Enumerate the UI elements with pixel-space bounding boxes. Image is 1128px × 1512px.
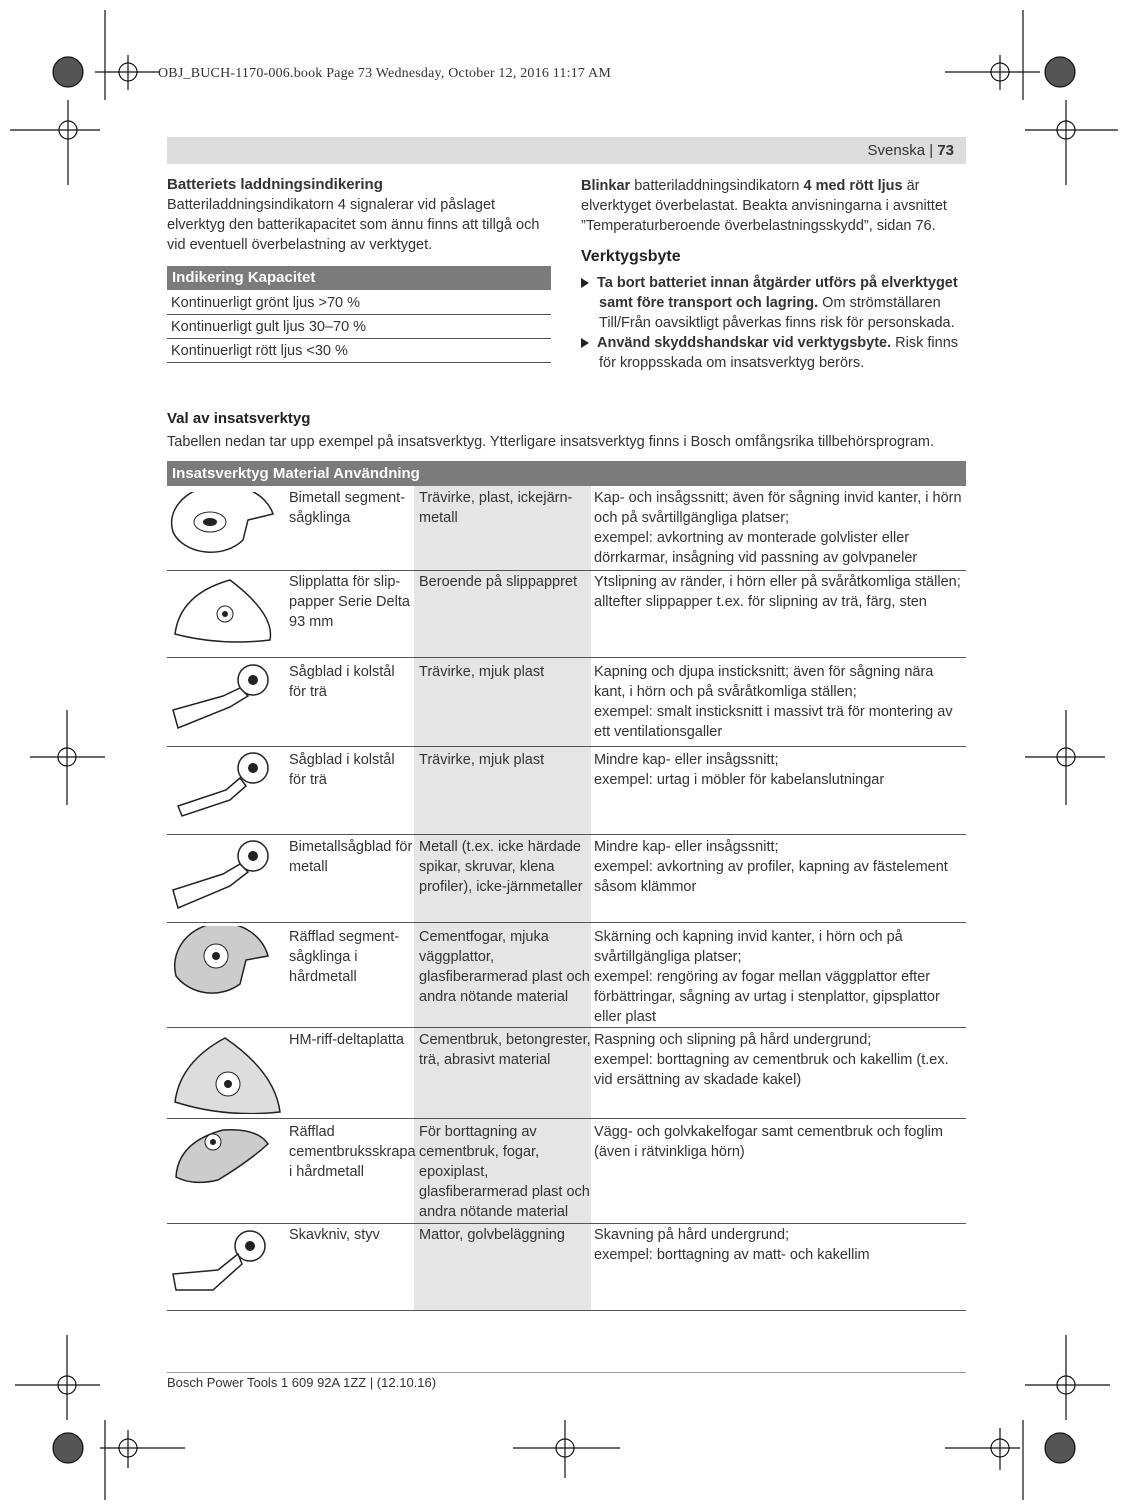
tool-use: Kapning och djupa insticksnitt; även för sågning nära kant, i hörn och på svåråtkomliga ställen; exempel: smalt insticksnitt i massivt trä för montering av ett ventilationsgaller xyxy=(594,664,953,740)
tool-name: Räfflad cementbruksskrapa i hårdmetall xyxy=(289,1124,416,1180)
bullet-arrow-icon xyxy=(581,338,589,348)
wide-plunge-blade-icon xyxy=(168,662,278,734)
tool-name: HM-riff-deltaplatta xyxy=(289,1032,404,1048)
tool-use: Skärning och kapning invid kanter, i hörn och på svårtillgängliga platser; exempel: rengöring av fogar mellan väggplattor efter förbättringar, sågning av urtag i stenplattor, gipsplattor eller plast xyxy=(594,929,940,1025)
selection-intro: Tabellen nedan tar upp exempel på insatsverktyg. Ytterligare insatsverktyg finns i Bosch omfångsrika tillbehörsprogram. xyxy=(167,434,935,450)
tool-name: Bimetallsågblad för metall xyxy=(289,839,413,875)
battery-section xyxy=(167,175,552,255)
tool-use: Raspning och slipning på hård undergrund; exempel: borttagning av cementbruk och kakellim (t.ex. vid ersättning av skadade kakel) xyxy=(594,1032,949,1088)
bullet-text: Om strömställaren Till/Från oavsiktligt påverkas finns risk för personskada. xyxy=(599,295,955,331)
bullet-bold: Ta bort batteriet innan åtgärder utförs på elverktyget samt före transport och lagring. xyxy=(597,275,958,311)
running-header-text: Svenska | 73 xyxy=(867,142,954,159)
tool-name: Bimetall segment-sågklinga xyxy=(289,490,406,526)
row-divider xyxy=(167,1027,966,1028)
tool-material: Trävirke, plast, ickejärn-metall xyxy=(419,490,573,526)
indication-row: Kontinuerligt rött ljus <30 % xyxy=(167,339,551,363)
carbide-segment-blade-icon xyxy=(168,926,278,1016)
bullet-item xyxy=(581,273,971,333)
bullet-arrow-icon xyxy=(581,278,589,288)
battery-title: Batteriets laddningsindikering xyxy=(167,176,383,193)
tool-material: För borttagning av cementbruk, fogar, epoxiplast, glasfiberarmerad plast och andra nötande material xyxy=(419,1124,590,1220)
tool-change-title: Verktygsbyte xyxy=(581,248,681,265)
tool-material: Beroende på slippappret xyxy=(419,574,578,590)
page-number: 73 xyxy=(937,142,954,159)
delta-sanding-plate-icon xyxy=(170,574,280,646)
tools-table-header: Insatsverktyg Material Användning xyxy=(167,461,966,486)
blink-text-2: är elverktyget överbelastat. Beakta anvisningarna i avsnittet ”Temperaturberoende överbelastningsskydd”, sidan 76. xyxy=(581,178,947,234)
row-divider xyxy=(167,570,966,571)
tool-use: Mindre kap- eller insågssnitt; exempel: urtag i möbler för kabelanslutningar xyxy=(594,752,885,788)
print-header: OBJ_BUCH-1170-006.book Page 73 Wednesday, October 12, 2016 11:17 AM xyxy=(158,66,611,81)
tool-use: Vägg- och golvkakelfogar samt cementbruk och foglim (även i rätvinkliga hörn) xyxy=(594,1124,943,1160)
row-divider xyxy=(167,1223,966,1224)
bullet-text: Risk finns för kroppsskada om insatsverktyg berörs. xyxy=(599,335,959,371)
row-divider xyxy=(167,922,966,923)
row-divider xyxy=(167,834,966,835)
blink-bold: Blinkar xyxy=(581,178,631,194)
indication-row: Kontinuerligt gult ljus 30–70 % xyxy=(167,315,551,339)
tool-use: Skavning på hård undergrund; exempel: borttagning av matt- och kakellim xyxy=(594,1227,870,1263)
header-language: Svenska xyxy=(867,142,926,159)
blink-text: batteriladdningsindikatorn xyxy=(630,178,804,194)
tool-use: Kap- och insågssnitt; även för sågning invid kanter, i hörn och på svårtillgängliga platser; exempel: avkortning av monterade golvlister eller dörrkarmar, insågning vid passning av golvpaneler xyxy=(594,490,962,566)
grout-rasp-icon xyxy=(168,1122,278,1188)
tool-name: Sågblad i kolstål för trä xyxy=(289,752,395,788)
row-divider xyxy=(167,657,966,658)
indication-row: Kontinuerligt grönt ljus >70 % xyxy=(167,291,551,315)
bimetal-plunge-blade-icon xyxy=(168,838,278,914)
footer-rule xyxy=(167,1372,966,1373)
blink-paragraph xyxy=(581,176,967,236)
tool-change-bullets xyxy=(581,273,971,373)
bullet-item xyxy=(581,333,971,373)
tool-name: Räfflad segment-sågklinga i hårdmetall xyxy=(289,929,400,985)
tool-material: Trävirke, mjuk plast xyxy=(419,664,545,680)
tool-use: Mindre kap- eller insågssnitt; exempel: avkortning av profiler, kapning av fästelement såsom klämmor xyxy=(594,839,948,895)
row-divider xyxy=(167,1310,966,1311)
carbide-delta-plate-icon xyxy=(170,1032,285,1114)
blink-bold-2: 4 med rött ljus xyxy=(803,178,903,194)
row-divider xyxy=(167,746,966,747)
running-header xyxy=(167,137,966,164)
tool-material: Trävirke, mjuk plast xyxy=(419,752,545,768)
row-divider xyxy=(167,1118,966,1119)
indication-table-header: Indikering Kapacitet xyxy=(167,266,551,290)
scraper-blade-icon xyxy=(168,1226,278,1298)
segment-saw-blade-icon xyxy=(168,492,278,558)
tool-material: Mattor, golvbeläggning xyxy=(419,1227,565,1243)
tool-name: Slipplatta för slip-papper Serie Delta 93 mm xyxy=(289,574,410,630)
tool-name: Skavkniv, styv xyxy=(289,1227,380,1243)
tool-use: Ytslipning av ränder, i hörn eller på svåråtkomliga ställen; alltefter slippapper t.ex. för slipning av trä, färg, sten xyxy=(594,574,961,610)
narrow-plunge-blade-icon xyxy=(168,750,278,822)
tool-material: Cementbruk, betongrester, trä, abrasivt material xyxy=(419,1032,591,1068)
bullet-bold: Använd skyddshandskar vid verktygsbyte. xyxy=(597,335,892,351)
tool-material: Cementfogar, mjuka väggplattor, glasfiberarmerad plast och andra nötande material xyxy=(419,929,590,1005)
selection-title: Val av insatsverktyg xyxy=(167,410,311,427)
footer-text: Bosch Power Tools 1 609 92A 1ZZ | (12.10.16) xyxy=(167,1375,437,1390)
tool-material: Metall (t.ex. icke härdade spikar, skruvar, klena profiler), icke-järnmetaller xyxy=(419,839,583,895)
tool-name: Sågblad i kolstål för trä xyxy=(289,664,395,700)
battery-body: Batteriladdningsindikatorn 4 signalerar vid påslaget elverktyg den batterikapacitet som ännu finns att tillgå och vid eventuell överbelastning av verktyget. xyxy=(167,197,540,253)
